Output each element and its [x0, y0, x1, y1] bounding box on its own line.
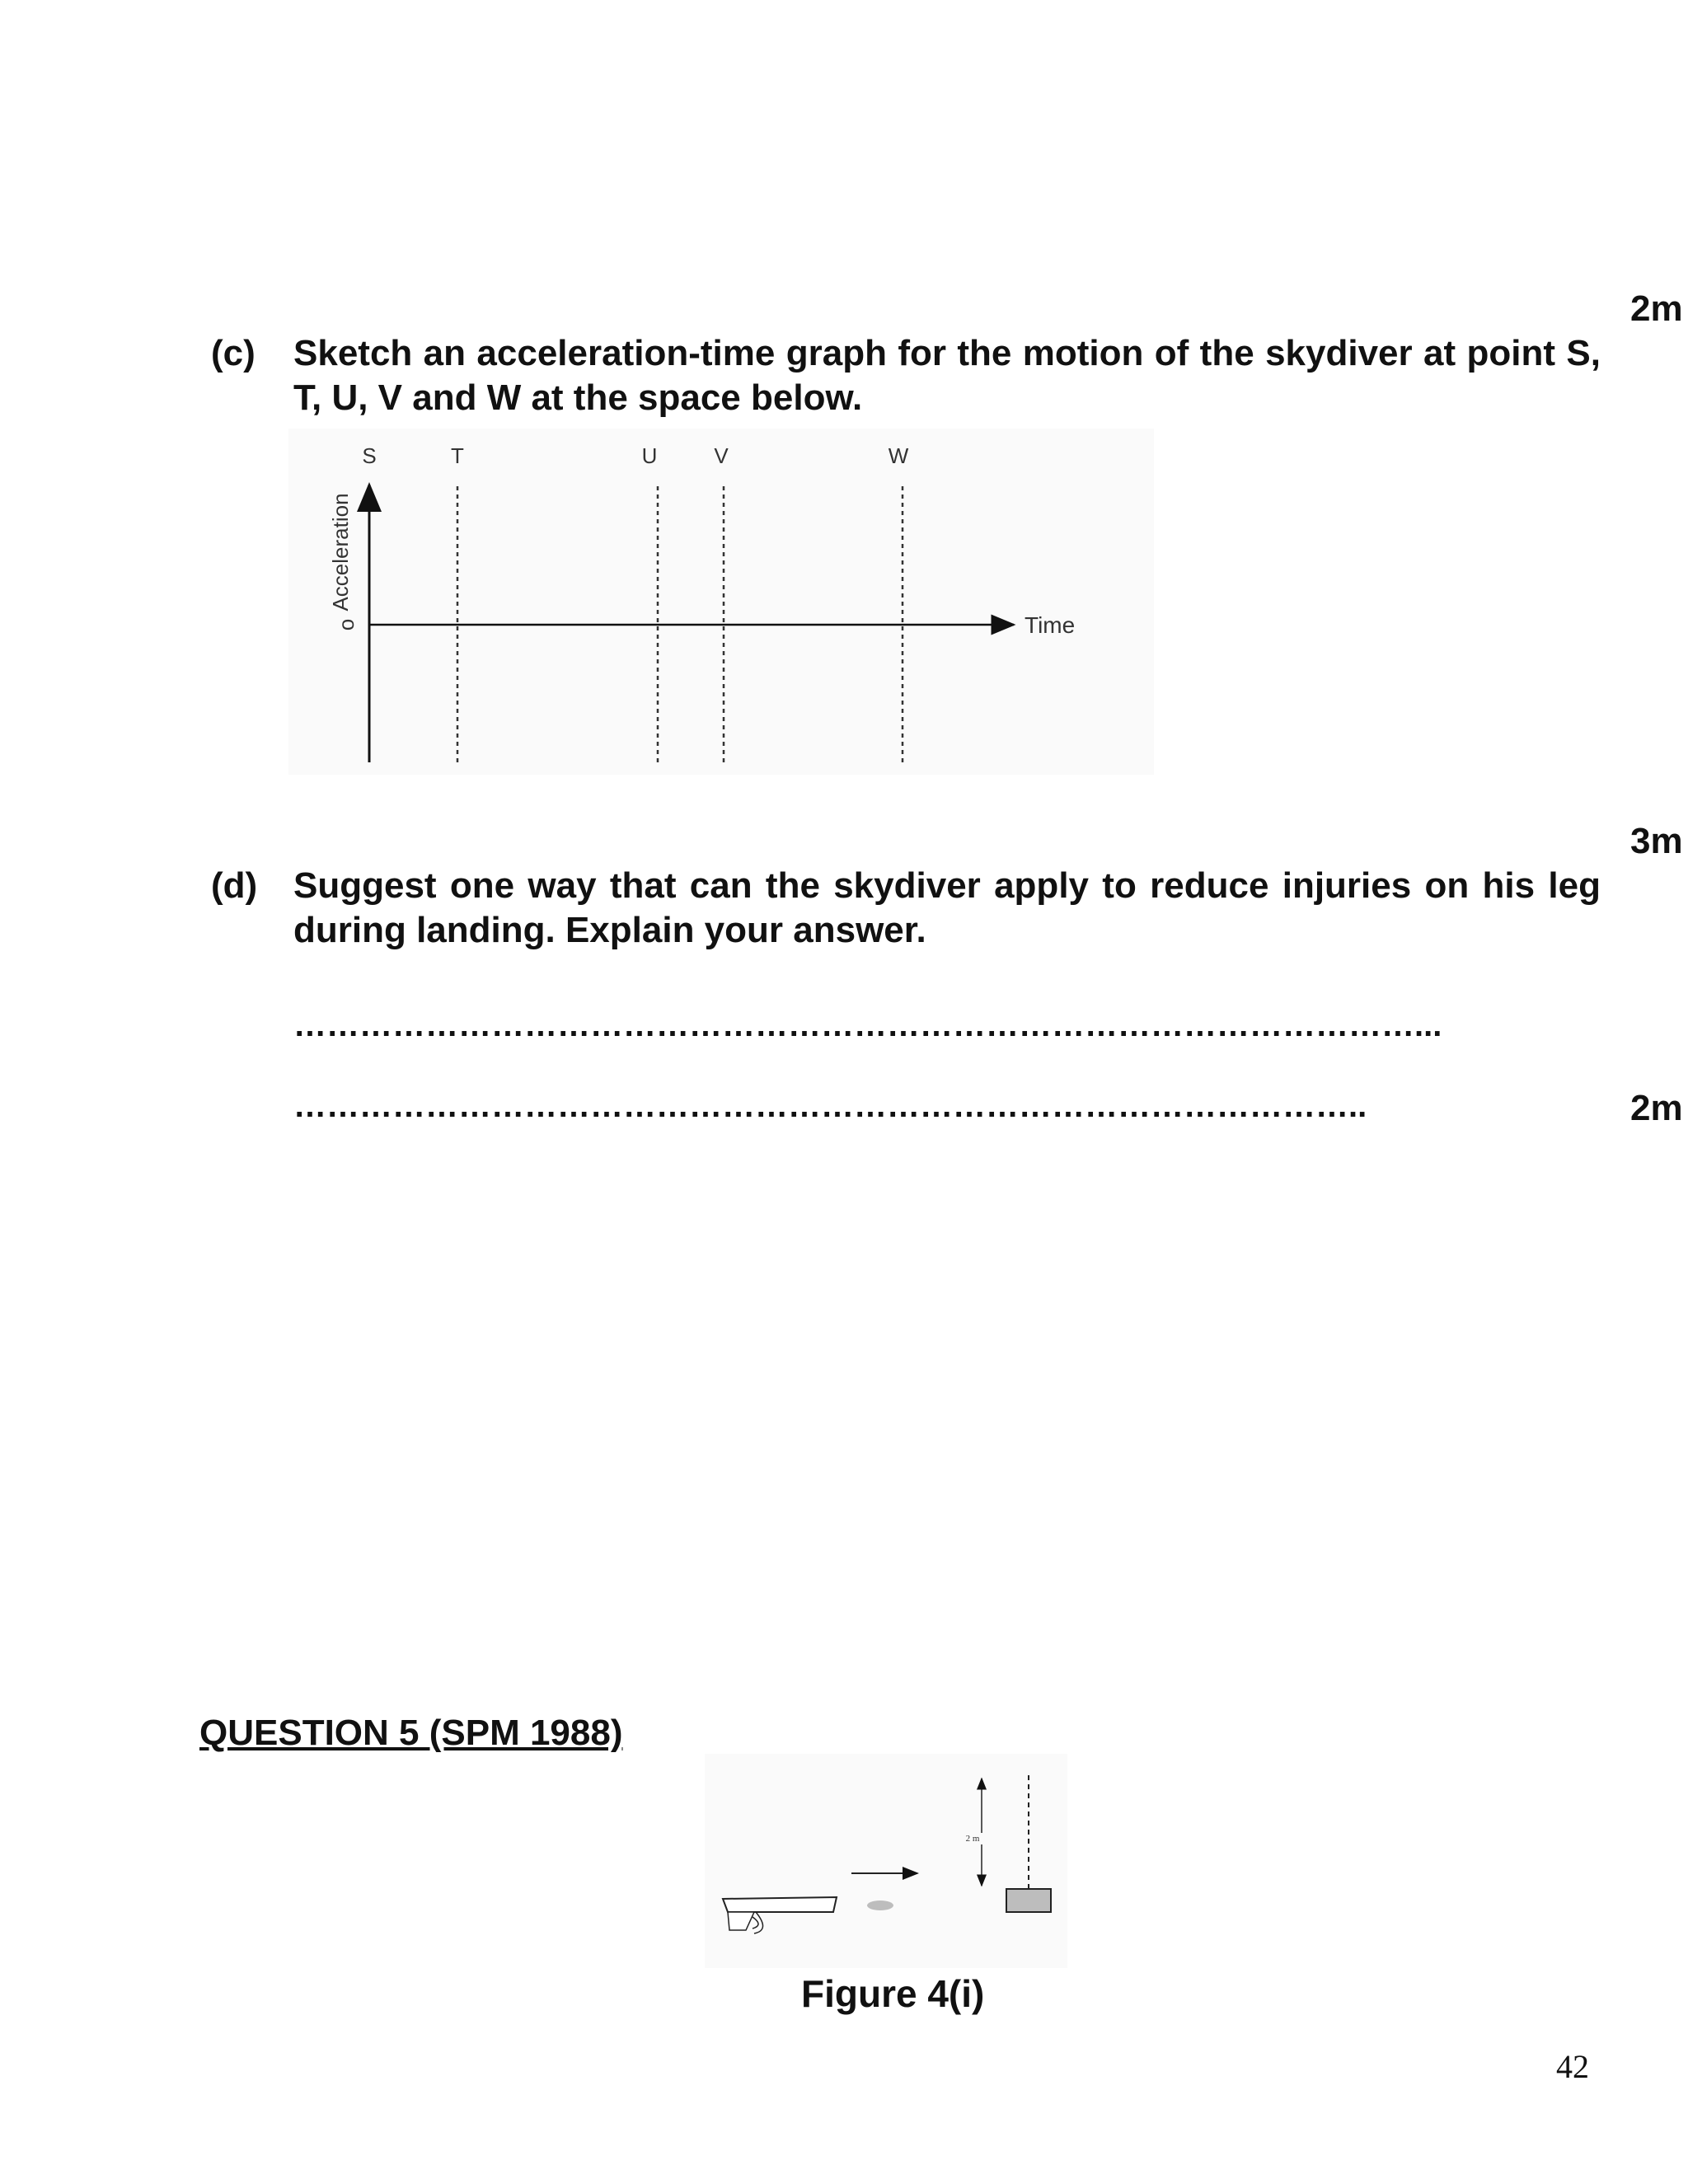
answer-line-2: ……………………………………………………………………………………..	[293, 1088, 1367, 1124]
origin-label: o	[333, 618, 359, 631]
point-label-u: U	[641, 443, 658, 468]
marks-2m-c: 2m	[1630, 288, 1683, 329]
acceleration-time-graph	[288, 429, 1154, 775]
block-icon	[1006, 1889, 1051, 1912]
question-c	[211, 331, 1601, 420]
question-c-text: Sketch an acceleration-time graph for the motion of the skydiver at point S, T, U, V and W at the space below.	[293, 333, 1601, 418]
figure-caption: Figure 4(i)	[801, 1972, 985, 2015]
point-label-s: S	[362, 443, 377, 468]
y-axis-label: Acceleration	[328, 493, 353, 612]
question-5-title: QUESTION 5 (SPM 1988)	[199, 1713, 623, 1753]
question-d	[211, 864, 1601, 953]
figure-4i	[705, 1754, 1067, 1968]
question-d-label: (d)	[211, 865, 258, 906]
distance-label: 2 m	[965, 1834, 980, 1844]
marks-3m-d: 3m	[1630, 821, 1683, 861]
gun-icon	[723, 1897, 837, 1933]
question-d-text: Suggest one way that can the skydiver apply to reduce injuries on his leg during landing. Explain your answer.	[293, 865, 1601, 950]
point-label-w: W	[888, 443, 909, 468]
bullet-icon	[867, 1900, 893, 1910]
answer-line-1: …………………………………………………………………………………………...	[293, 1007, 1442, 1043]
figure-4i-svg	[705, 1754, 1067, 1968]
graph-svg	[288, 429, 1154, 775]
question-c-label: (c)	[211, 333, 256, 373]
x-axis-label: Time	[1025, 612, 1076, 638]
point-label-t: T	[451, 443, 464, 468]
marks-2m-d: 2m	[1630, 1088, 1683, 1128]
page-number: 42	[1556, 2048, 1589, 2085]
point-label-v: V	[714, 443, 729, 468]
